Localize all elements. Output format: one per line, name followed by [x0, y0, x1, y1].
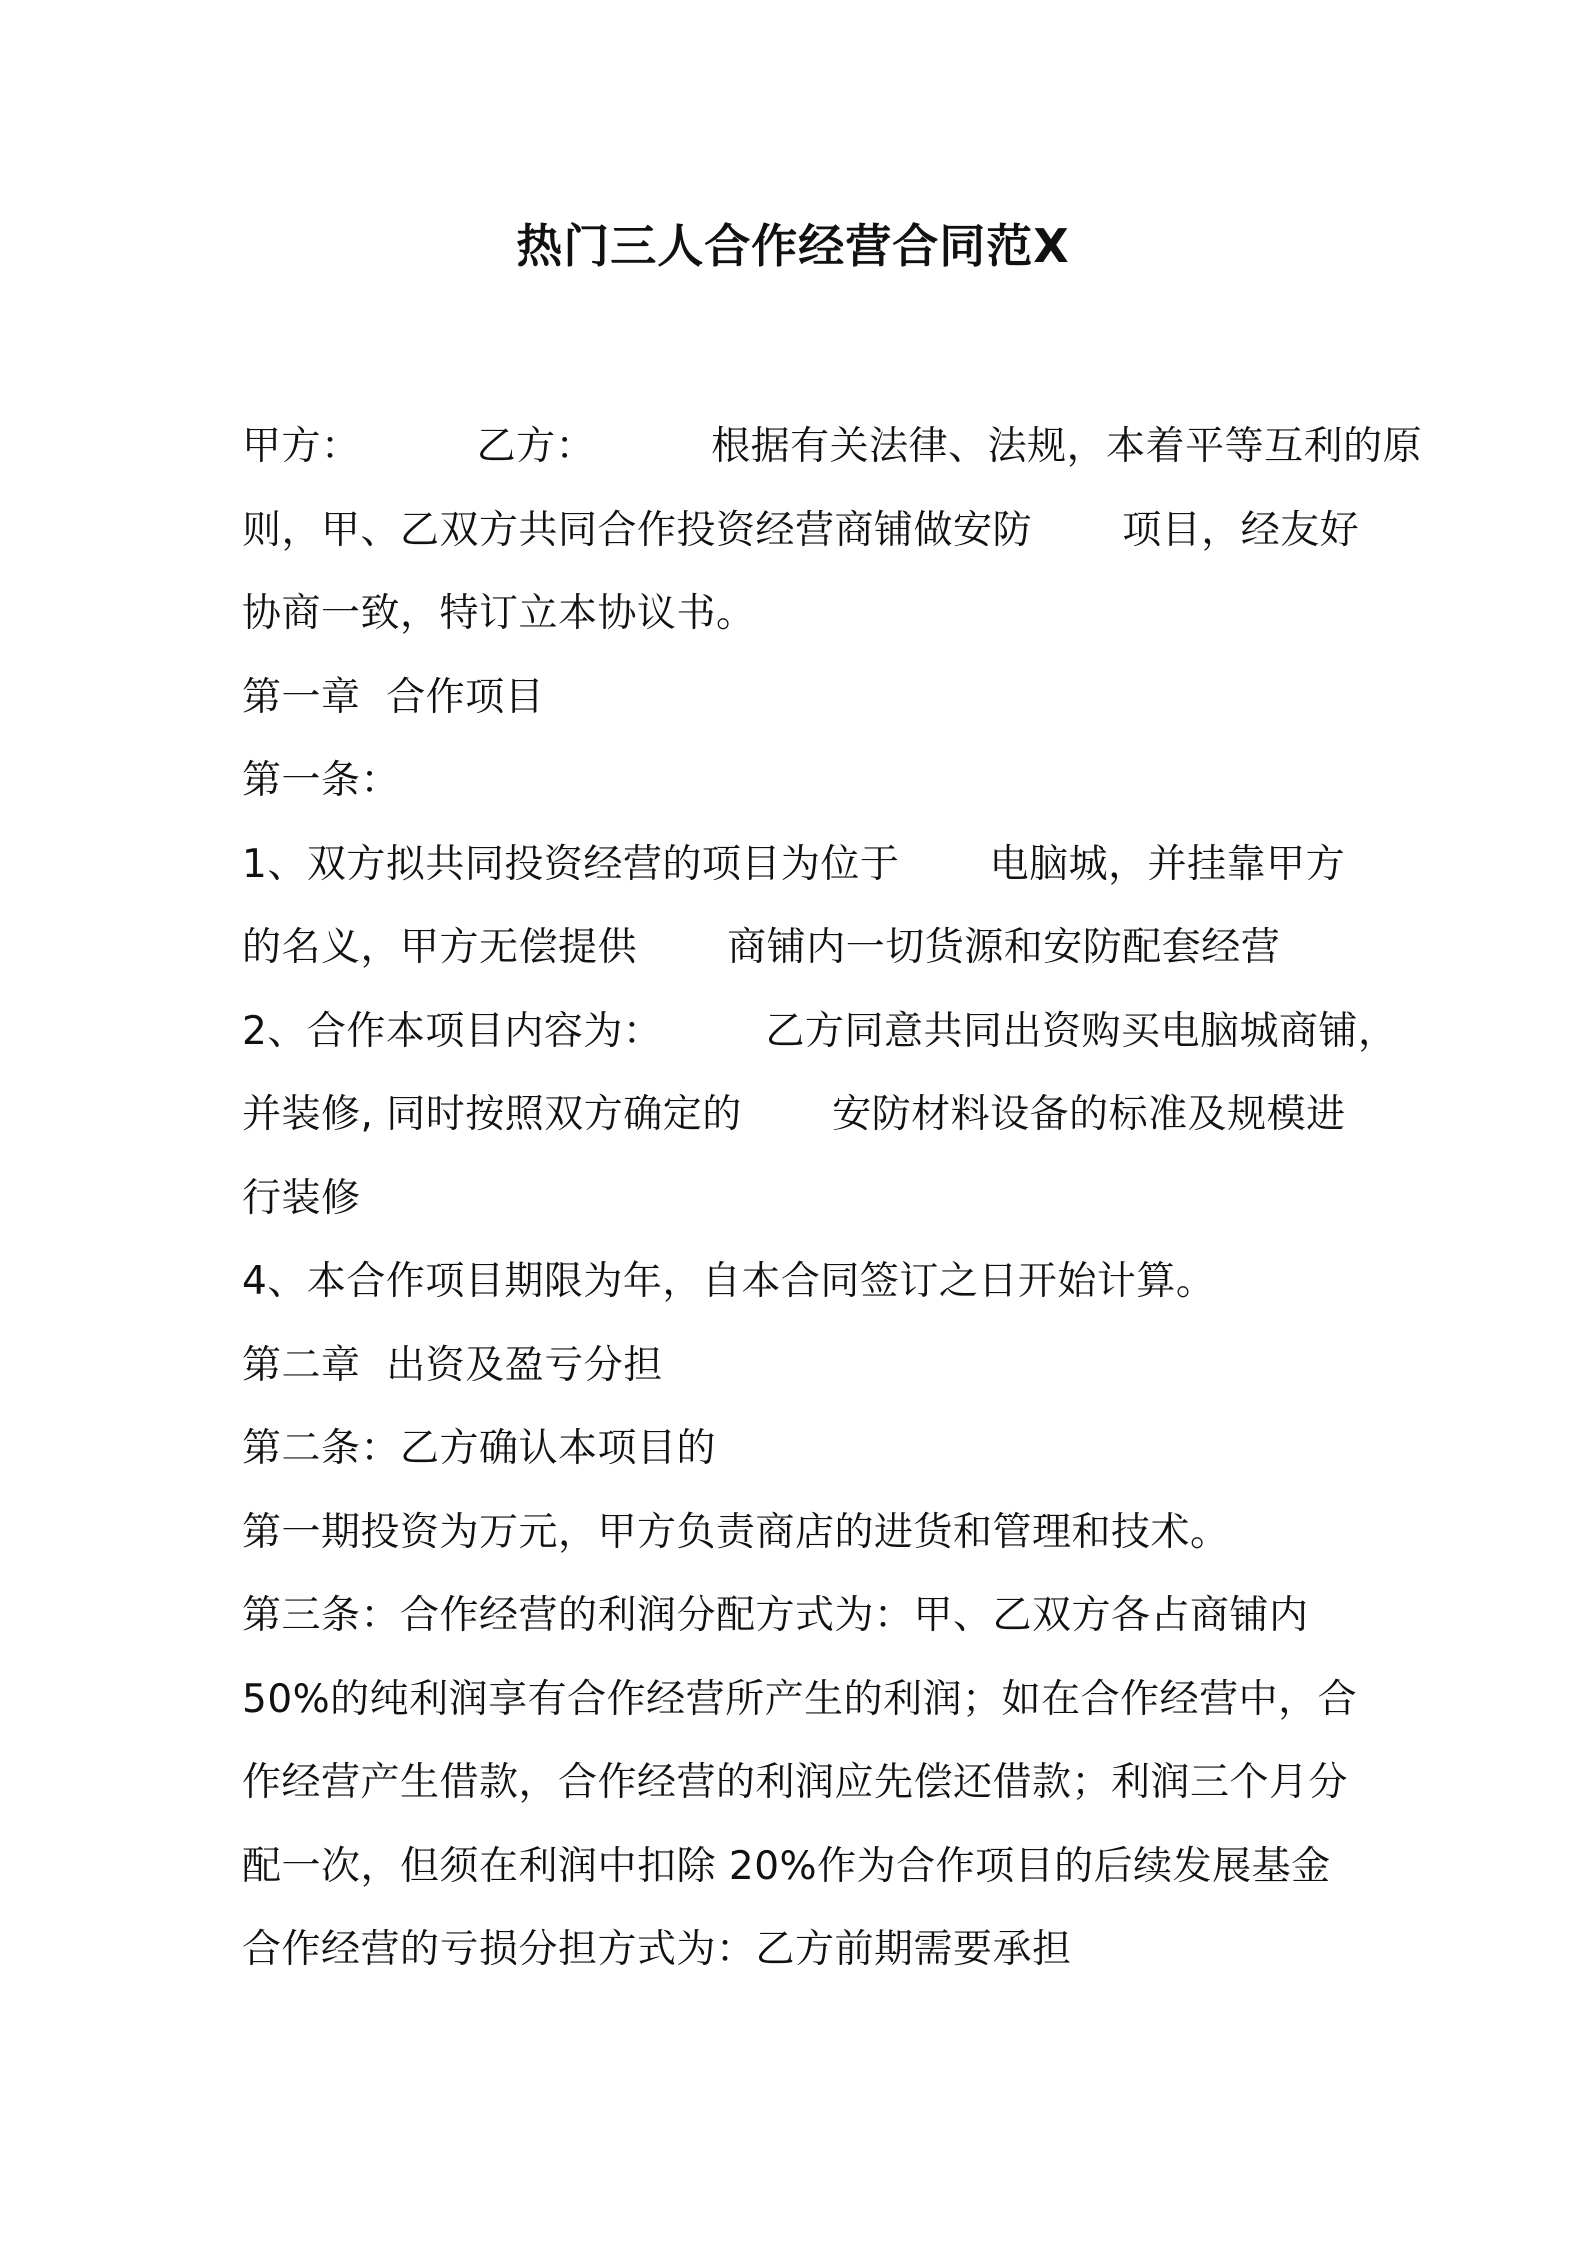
- document-body: [242, 405, 1423, 1992]
- body-line: 的名义，甲方无偿提供 商铺内一切货源和安防配套经营: [242, 925, 1281, 970]
- body-line: 并装修, 同时按照双方确定的 安防材料设备的标准及规模进: [242, 1092, 1346, 1137]
- body-line: 协商一致，特订立本协议书。: [242, 591, 756, 636]
- body-line: 4、本合作项目期限为年，自本合同签订之日开始计算。: [242, 1259, 1216, 1304]
- chapter-heading: 第一章 合作项目: [242, 674, 545, 720]
- body-line: 1、双方拟共同投资经营的项目为位于 电脑城，并挂靠甲方: [242, 841, 1346, 887]
- article-heading: 第二条：乙方确认本项目的: [242, 1426, 717, 1471]
- body-line: 50%的纯利润享有合作经营所产生的利润；如在合作经营中，合: [242, 1676, 1358, 1722]
- body-line: 则，甲、乙双方共同合作投资经营商铺做安防 项目，经友好: [242, 507, 1360, 553]
- article-heading: 第一条：: [242, 758, 401, 803]
- body-line: 行装修: [242, 1175, 361, 1221]
- article-heading: 第三条：合作经营的利润分配方式为：甲、乙双方各占商铺内: [242, 1593, 1309, 1638]
- body-line: 2、合作本项目内容为： 乙方同意共同出资购买电脑城商铺，: [242, 1008, 1398, 1054]
- chapter-heading: 第二章 出资及盈亏分担: [242, 1342, 663, 1388]
- body-line: 甲方： 乙方： 根据有关法律、法规，本着平等互利的原: [242, 424, 1423, 469]
- body-line: 作经营产生借款，合作经营的利润应先偿还借款；利润三个月分: [242, 1760, 1349, 1805]
- body-line: 合作经营的亏损分担方式为：乙方前期需要承担: [242, 1927, 1072, 1972]
- body-line: 第一期投资为万元，甲方负责商店的进货和管理和技术。: [242, 1509, 1230, 1555]
- body-line: 配一次，但须在利润中扣除 20%作为合作项目的后续发展基金: [242, 1843, 1331, 1889]
- document-title: 热门三人合作经营合同范X: [516, 219, 1070, 273]
